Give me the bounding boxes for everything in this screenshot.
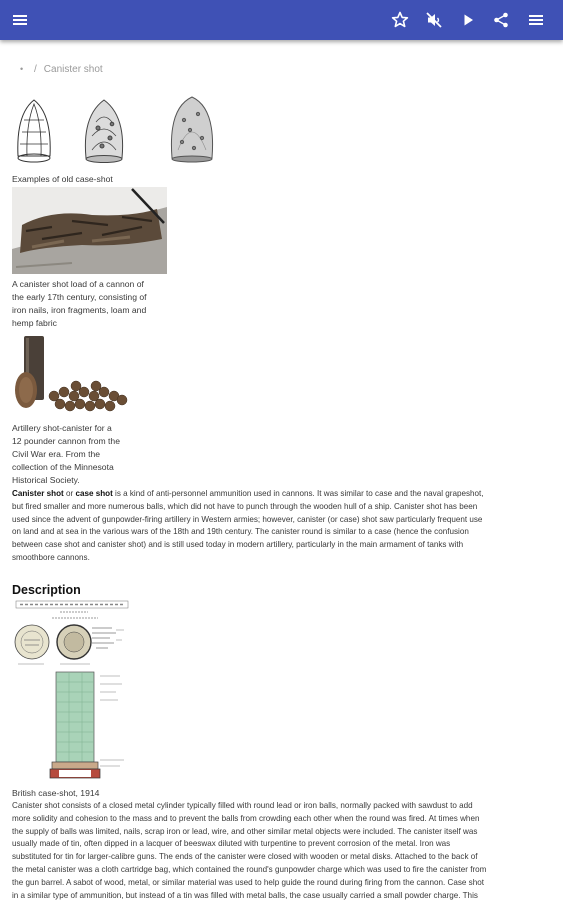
menu-icon[interactable] <box>10 10 30 30</box>
share-icon[interactable] <box>491 10 511 30</box>
section-heading-description: Description <box>12 583 81 597</box>
star-icon[interactable] <box>390 10 410 30</box>
breadcrumb-separator: / <box>34 64 37 75</box>
civil-war-canister-image[interactable] <box>12 334 132 416</box>
term-canister-shot: Canister shot <box>12 489 64 498</box>
canister-load-image[interactable] <box>12 187 167 274</box>
old-case-shot-image[interactable] <box>12 94 220 168</box>
caption-canister-load: A canister shot load of a cannon of the early 17th century, consisting of iron nails, iron fragments, loam and hemp fabric <box>12 279 147 328</box>
breadcrumb-home[interactable]: • <box>20 64 24 74</box>
description-paragraph: Canister shot consists of a closed metal cylinder typically filled with round lead or iron balls, normally packed with sawdust to add more solidity and cohesion to the mass and to prevent the balls from crowding each other when the round was fired. At times when the supply of balls was limited, nails, scrap iron or lead, wire, and other similar metal objects were included. The canister itself was usually made of tin, often dipped in a lacquer of beeswax diluted with turpentine to prevent corrosion of the metal. Iron was substituted for tin for larger-calibre guns. The ends of the canister were closed with wooden or metal disks. Attached to the back of the metal canister was a cloth cartridge bag, which contained the round's gunpowder charge which was used to fire the canister from the gun barrel. A sabot of wood, metal, or similar material was used to help guide the round during firing from the cannon. Case shot in a similar type of ammunition, but instead of a tin was filled with metal balls, the case usually carried a small powder charge. This <box>12 801 487 900</box>
term-case-shot: case shot <box>75 489 113 498</box>
caption-old-case-shot: Examples of old case-shot <box>12 174 113 184</box>
volume-off-icon[interactable] <box>424 10 444 30</box>
app-bar <box>0 0 563 40</box>
breadcrumb-current: Canister shot <box>43 64 103 75</box>
british-case-shot-image[interactable] <box>12 600 134 782</box>
breadcrumb <box>20 64 103 75</box>
intro-paragraph: Canister shot or case shot is a kind of anti-personnel ammunition used in cannons. It was similar to case and the naval grapeshot, but fired smaller and more numerous balls, which did not have to punch through the wooden hull of a ship. Canister shot has been used since the advent of gunpowder-firing artillery in Western armies; however, canister (or case) shot saw particularly frequent use on land and at sea in the various wars of the 18th and 19th century. The canister round is similar to a case (hence the confusion between case shot and canister shot) and is still used today in modern artillery, particularly in the main armament of tanks with smoothbore cannons. <box>12 489 484 562</box>
list-icon[interactable] <box>526 10 546 30</box>
caption-civil-war: Artillery shot-canister for a 12 pounder cannon from the Civil War era. From the collection of the Minnesota Historical Society. <box>12 423 120 485</box>
caption-british-case-shot: British case-shot, 1914 <box>12 788 100 798</box>
play-icon[interactable] <box>458 10 478 30</box>
